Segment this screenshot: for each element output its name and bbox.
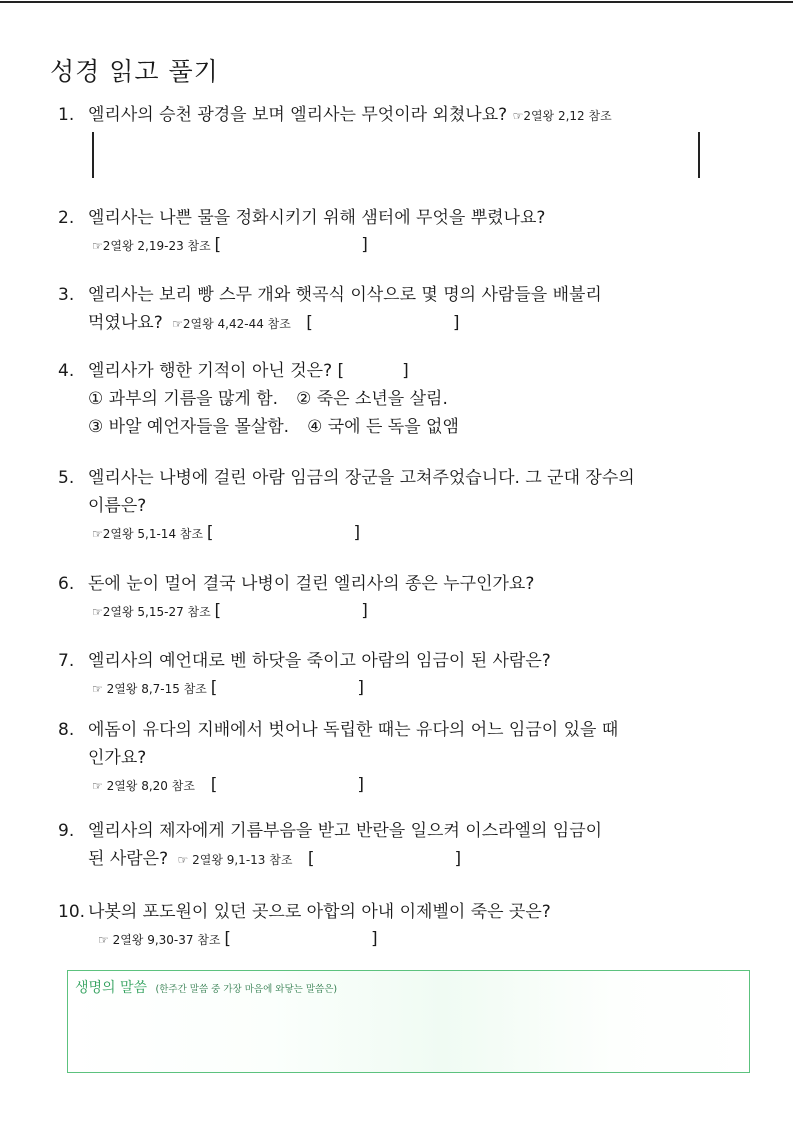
answer-bracket-open: [	[210, 775, 218, 795]
question-number: 6.	[58, 574, 75, 594]
scripture-reference: ☞ 2열왕 9,30-37 참조	[98, 933, 221, 947]
answer-bracket-open: [	[307, 849, 315, 869]
scripture-reference: ☞ 2열왕 8,7-15 참조	[92, 682, 207, 696]
question-text: 에돔이 유다의 지배에서 벗어나 독립한 때는 유다의 어느 임금이 있을 때	[88, 720, 619, 740]
question-text: 엘리사의 예언대로 벤 하닷을 죽이고 아람의 임금이 된 사람은?	[88, 651, 551, 671]
choice-4[interactable]: ④ 국에 든 독을 없앰	[307, 417, 459, 437]
answer-bracket-close: ]	[361, 601, 368, 621]
choice-1[interactable]: ① 과부의 기름을 많게 함.	[88, 389, 279, 409]
question-number: 8.	[58, 720, 75, 740]
question-number: 10.	[58, 902, 86, 922]
question-3	[58, 281, 602, 338]
question-number: 3.	[58, 285, 75, 305]
answer-box-1[interactable]	[92, 132, 700, 178]
question-4	[58, 357, 477, 441]
question-text: 나봇의 포도원이 있던 곳으로 아합의 아내 이제벨이 죽은 곳은?	[88, 902, 551, 922]
question-number: 1.	[58, 105, 75, 125]
question-10	[58, 898, 551, 951]
question-number: 4.	[58, 361, 75, 381]
answer-bracket-close: ]	[371, 929, 378, 949]
question-text: 엘리사의 승천 광경을 보며 엘리사는 무엇이라 외쳤나요?	[88, 105, 508, 125]
answer-bracket-close: ]	[361, 235, 368, 255]
word-of-life-title	[75, 977, 337, 997]
question-text: 엘리사가 행한 기적이 아닌 것은?	[88, 361, 333, 381]
choice-3[interactable]: ③ 바알 예언자들을 몰살함.	[88, 417, 290, 437]
choice-2[interactable]: ② 죽은 소년을 살림.	[296, 389, 448, 409]
answer-bracket-close: ]	[357, 775, 365, 795]
question-text: 엘리사는 보리 빵 스무 개와 햇곡식 이삭으로 몇 명의 사람들을 배불리	[88, 285, 602, 305]
page-title: 성경 읽고 풀기	[50, 57, 219, 86]
question-9	[58, 817, 602, 874]
question-8	[58, 716, 618, 797]
word-of-life-box[interactable]	[67, 970, 750, 1073]
answer-bracket-close: ]	[353, 523, 361, 543]
question-text-cont: 인가요?	[88, 748, 147, 768]
scripture-reference: ☞2열왕 5,1-14 참조	[92, 527, 204, 541]
answer-bracket-open: [	[206, 523, 214, 543]
answer-bracket-open: [	[214, 235, 222, 255]
question-1	[58, 101, 612, 130]
question-text: 돈에 눈이 멀어 결국 나병이 걸린 엘리사의 종은 누구인가요?	[88, 574, 535, 594]
question-text-cont: 된 사람은?	[88, 849, 169, 869]
answer-bracket-close: ]	[454, 849, 462, 869]
question-2	[58, 204, 545, 257]
question-text: 엘리사는 나쁜 물을 정화시키기 위해 샘터에 무엇을 뿌렸나요?	[88, 208, 546, 228]
question-number: 9.	[58, 821, 75, 841]
answer-bracket-open: [	[337, 361, 345, 381]
question-text-cont: 이름은?	[88, 496, 147, 516]
answer-bracket-close: ]	[357, 678, 364, 698]
answer-bracket-open: [	[214, 601, 222, 621]
top-rule	[0, 1, 793, 3]
word-box-heading: 생명의 말씀	[75, 980, 148, 996]
answer-bracket-close: ]	[402, 361, 409, 381]
scripture-reference: ☞2열왕 4,42-44 참조	[172, 317, 291, 331]
question-6	[58, 570, 534, 623]
question-5	[58, 464, 635, 545]
scripture-reference: ☞2열왕 2,19-23 참조	[92, 239, 211, 253]
question-number: 5.	[58, 468, 75, 488]
scripture-reference: ☞2열왕 2,12 참조	[512, 109, 612, 123]
question-text: 엘리사는 나병에 걸린 아람 임금의 장군을 고쳐주었습니다. 그 군대 장수의	[88, 468, 635, 488]
question-number: 2.	[58, 208, 75, 228]
answer-bracket-open: [	[306, 313, 313, 333]
scripture-reference: ☞ 2열왕 9,1-13 참조	[177, 853, 293, 867]
answer-bracket-close: ]	[452, 313, 460, 333]
question-number: 7.	[58, 651, 75, 671]
question-text-cont: 먹였나요?	[88, 313, 163, 333]
word-box-subtitle: (한주간 말씀 중 가장 마음에 와닿는 말씀은)	[155, 984, 338, 995]
answer-bracket-open: [	[210, 678, 218, 698]
question-7	[58, 647, 551, 700]
scripture-reference: ☞2열왕 5,15-27 참조	[92, 605, 211, 619]
scripture-reference: ☞ 2열왕 8,20 참조	[92, 779, 195, 793]
answer-bracket-open: [	[224, 929, 231, 949]
question-text: 엘리사의 제자에게 기름부음을 받고 반란을 일으켜 이스라엘의 임금이	[88, 821, 603, 841]
